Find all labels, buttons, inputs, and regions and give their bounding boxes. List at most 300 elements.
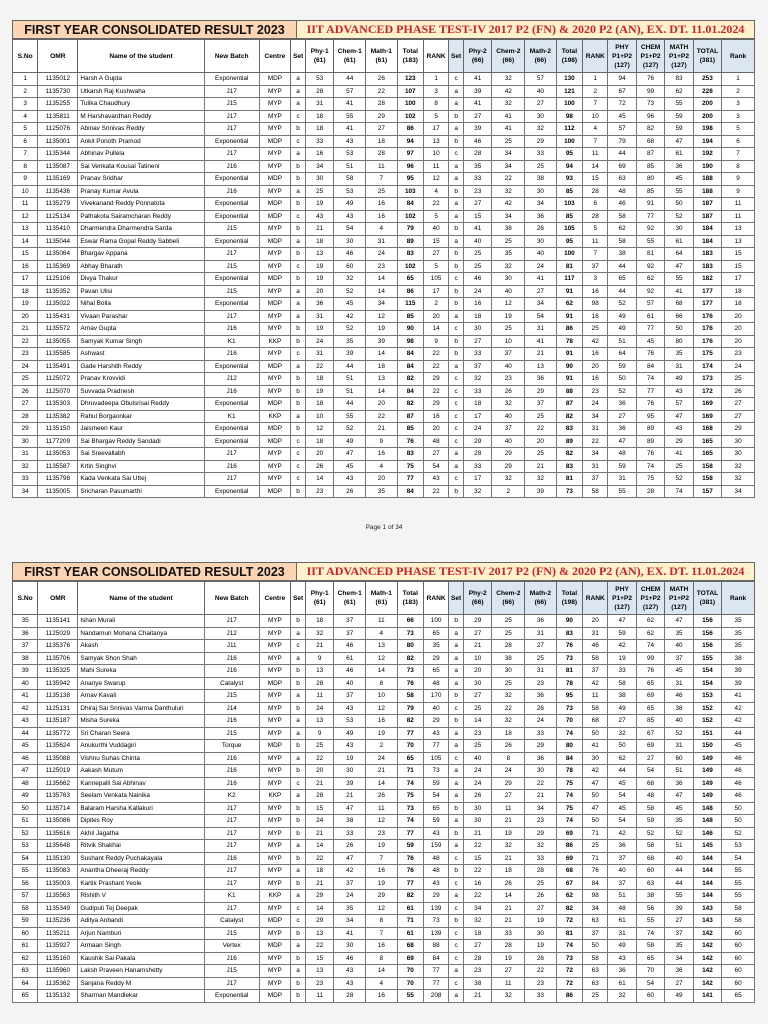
cell-student-name: Vishnu Suhas Chinta — [78, 752, 204, 765]
cell-rank-1: 5 — [423, 110, 448, 123]
cell-batch: Torque — [204, 740, 259, 753]
cell-sno: 18 — [13, 285, 38, 298]
cell-final-rank: 5 — [722, 123, 755, 136]
cell-omr: 1135431 — [38, 310, 78, 323]
cell-grand-total: 175 — [693, 348, 721, 361]
cell-sno: 20 — [13, 310, 38, 323]
cell-chem-total: 77 — [636, 323, 664, 336]
cell-set-2: b — [449, 827, 464, 840]
cell-rank-2: 10 — [583, 110, 608, 123]
cell-centre: MDP — [259, 435, 291, 448]
cell-phy-total: 45 — [608, 777, 636, 790]
cell-phy-total: 48 — [608, 902, 636, 915]
cell-set-2: a — [449, 160, 464, 173]
cell-phy-total: 19 — [608, 652, 636, 665]
cell-phy-total: 45 — [608, 802, 636, 815]
cell-math-2: 33 — [525, 990, 557, 1003]
cell-total-2: 84 — [556, 752, 582, 765]
cell-rank-2: 28 — [583, 210, 608, 223]
cell-math-1: 16 — [366, 198, 398, 211]
cell-final-rank: 3 — [722, 98, 755, 111]
cell-math-1: 14 — [366, 965, 398, 978]
cell-set-1: b — [291, 373, 306, 386]
cell-phy-1: 18 — [305, 615, 333, 628]
column-header-rank-1: RANK — [423, 40, 448, 73]
cell-phy-1: 20 — [305, 765, 333, 778]
cell-phy-1: 21 — [305, 877, 333, 890]
cell-set-1: b — [291, 398, 306, 411]
cell-set-2: c — [449, 877, 464, 890]
cell-set-1: b — [291, 815, 306, 828]
cell-student-name: Kada Venkata Sai Uttej — [78, 473, 204, 486]
cell-set-2: b — [449, 690, 464, 703]
cell-chem-2: 32 — [492, 260, 525, 273]
table-row — [13, 965, 755, 978]
cell-batch: J17 — [204, 802, 259, 815]
cell-chem-1: 61 — [334, 652, 366, 665]
cell-chem-1: 43 — [334, 210, 366, 223]
cell-phy-2: 41 — [464, 73, 492, 86]
cell-set-2: c — [449, 927, 464, 940]
cell-omr: 1135730 — [38, 85, 78, 98]
cell-math-total: 47 — [665, 135, 693, 148]
cell-student-name: Jaismeen Kaur — [78, 423, 204, 436]
cell-rank-2: 16 — [583, 373, 608, 386]
cell-sno: 52 — [13, 827, 38, 840]
cell-chem-1: 26 — [334, 485, 366, 498]
cell-centre: MYP — [259, 260, 291, 273]
cell-centre: MYP — [259, 765, 291, 778]
cell-math-total: 46 — [665, 690, 693, 703]
cell-math-1: 8 — [366, 915, 398, 928]
table-row — [13, 940, 755, 953]
column-header-student-name: Name of the student — [78, 582, 204, 615]
cell-math-2: 29 — [525, 385, 557, 398]
cell-math-total: 36 — [665, 777, 693, 790]
cell-phy-1: 18 — [305, 373, 333, 386]
cell-phy-1: 21 — [305, 777, 333, 790]
cell-final-rank: 25 — [722, 373, 755, 386]
cell-set-1: a — [291, 185, 306, 198]
table-row — [13, 73, 755, 86]
cell-chem-total: 92 — [636, 285, 664, 298]
cell-final-rank: 2 — [722, 85, 755, 98]
cell-phy-total: 57 — [608, 123, 636, 136]
cell-math-total: 31 — [665, 740, 693, 753]
cell-chem-total: 95 — [636, 410, 664, 423]
cell-grand-total: 188 — [693, 173, 721, 186]
cell-chem-2: 37 — [492, 423, 525, 436]
cell-total-2: 91 — [556, 348, 582, 361]
cell-total-1: 76 — [397, 865, 423, 878]
cell-math-1: 22 — [366, 410, 398, 423]
cell-set-2: b — [449, 485, 464, 498]
table-header-row — [13, 582, 755, 615]
cell-math-2: 30 — [525, 235, 557, 248]
cell-chem-2: 21 — [492, 852, 525, 865]
table-row — [13, 927, 755, 940]
cell-total-2: 100 — [556, 98, 582, 111]
cell-total-1: 95 — [397, 173, 423, 186]
cell-total-1: 77 — [397, 473, 423, 486]
cell-math-2: 25 — [525, 160, 557, 173]
cell-rank-2: 28 — [583, 185, 608, 198]
cell-grand-total: 187 — [693, 210, 721, 223]
cell-batch: K1 — [204, 890, 259, 903]
column-header-final-rank: Rank — [722, 582, 755, 615]
cell-set-1: b — [291, 927, 306, 940]
cell-math-2: 22 — [525, 965, 557, 978]
cell-total-2: 69 — [556, 827, 582, 840]
cell-total-2: 72 — [556, 977, 582, 990]
cell-chem-total: 60 — [636, 990, 664, 1003]
cell-omr: 1135169 — [38, 173, 78, 186]
cell-math-2: 32 — [525, 473, 557, 486]
cell-chem-2: 32 — [492, 73, 525, 86]
cell-phy-total: 58 — [608, 210, 636, 223]
cell-math-1: 14 — [366, 385, 398, 398]
cell-centre: MYP — [259, 752, 291, 765]
cell-set-2: c — [449, 702, 464, 715]
cell-chem-total: 74 — [636, 460, 664, 473]
cell-total-1: 69 — [397, 952, 423, 965]
cell-set-1: c — [291, 260, 306, 273]
cell-sno: 3 — [13, 98, 38, 111]
column-header-total-2: Total (198) — [556, 582, 582, 615]
cell-chem-1: 41 — [334, 98, 366, 111]
cell-grand-total: 144 — [693, 852, 721, 865]
cell-sno: 64 — [13, 977, 38, 990]
cell-total-1: 96 — [397, 160, 423, 173]
cell-phy-2: 41 — [464, 223, 492, 236]
cell-phy-1: 22 — [305, 752, 333, 765]
cell-total-1: 82 — [397, 398, 423, 411]
cell-phy-1: 22 — [305, 940, 333, 953]
report-title: FIRST YEAR CONSOLIDATED RESULT 2023 — [12, 20, 296, 39]
cell-rank-2: 58 — [583, 702, 608, 715]
table-row — [13, 715, 755, 728]
cell-omr: 1135344 — [38, 148, 78, 161]
cell-student-name: Vivaan Parashar — [78, 310, 204, 323]
cell-final-rank: 42 — [722, 715, 755, 728]
cell-set-2: c — [449, 373, 464, 386]
cell-centre: MYP — [259, 815, 291, 828]
cell-set-2: b — [449, 335, 464, 348]
cell-phy-2: 25 — [464, 702, 492, 715]
cell-math-total: 55 — [665, 185, 693, 198]
cell-total-2: 117 — [556, 273, 582, 286]
cell-chem-1: 30 — [334, 765, 366, 778]
cell-total-2: 78 — [556, 677, 582, 690]
cell-chem-1: 35 — [334, 902, 366, 915]
cell-total-2: 103 — [556, 198, 582, 211]
cell-set-2: a — [449, 677, 464, 690]
cell-set-1: c — [291, 110, 306, 123]
cell-phy-total: 45 — [608, 110, 636, 123]
column-header-math-1: Math-1 (61) — [366, 582, 398, 615]
cell-centre: MYP — [259, 223, 291, 236]
cell-phy-2: 27 — [464, 690, 492, 703]
cell-math-total: 57 — [665, 398, 693, 411]
table-row — [13, 690, 755, 703]
cell-batch: J17 — [204, 85, 259, 98]
cell-math-total: 83 — [665, 73, 693, 86]
cell-rank-2: 98 — [583, 890, 608, 903]
cell-math-total: 35 — [665, 940, 693, 953]
cell-rank-2: 11 — [583, 690, 608, 703]
cell-total-2: 94 — [556, 160, 582, 173]
cell-rank-2: 7 — [583, 248, 608, 261]
cell-math-1: 9 — [366, 435, 398, 448]
cell-phy-1: 13 — [305, 927, 333, 940]
cell-omr: 1135616 — [38, 827, 78, 840]
cell-final-rank: 53 — [722, 840, 755, 853]
cell-omr: 1125029 — [38, 627, 78, 640]
cell-phy-2: 46 — [464, 135, 492, 148]
cell-total-1: 102 — [397, 260, 423, 273]
cell-total-1: 58 — [397, 690, 423, 703]
cell-total-1: 89 — [397, 235, 423, 248]
cell-sno: 51 — [13, 815, 38, 828]
cell-total-1: 82 — [397, 373, 423, 386]
column-header-sno: S.No — [13, 40, 38, 73]
cell-chem-2: 14 — [492, 890, 525, 903]
cell-rank-2: 2 — [583, 85, 608, 98]
cell-rank-2: 16 — [583, 310, 608, 323]
cell-set-1: a — [291, 940, 306, 953]
cell-rank-2: 15 — [583, 173, 608, 186]
cell-math-1: 31 — [366, 235, 398, 248]
cell-set-2: b — [449, 298, 464, 311]
cell-chem-2: 11 — [492, 977, 525, 990]
cell-math-2: 21 — [525, 348, 557, 361]
cell-chem-1: 30 — [334, 235, 366, 248]
cell-math-1: 20 — [366, 398, 398, 411]
table-row — [13, 615, 755, 628]
cell-rank-2: 47 — [583, 802, 608, 815]
cell-final-rank: 27 — [722, 398, 755, 411]
cell-final-rank: 24 — [722, 360, 755, 373]
cell-rank-2: 31 — [583, 423, 608, 436]
cell-rank-1: 5 — [423, 260, 448, 273]
cell-math-total: 45 — [665, 173, 693, 186]
cell-total-1: 82 — [397, 715, 423, 728]
cell-chem-total: 55 — [636, 235, 664, 248]
cell-rank-2: 58 — [583, 485, 608, 498]
cell-chem-1: 35 — [334, 335, 366, 348]
column-header-set-1: Set — [291, 582, 306, 615]
cell-omr: 1135141 — [38, 615, 78, 628]
cell-total-2: 91 — [556, 373, 582, 386]
table-header-row — [13, 40, 755, 73]
cell-set-2: c — [449, 398, 464, 411]
cell-set-1: b — [291, 677, 306, 690]
cell-math-total: 37 — [665, 652, 693, 665]
cell-total-2: 130 — [556, 73, 582, 86]
cell-math-2: 19 — [525, 915, 557, 928]
report-title: FIRST YEAR CONSOLIDATED RESULT 2023 — [12, 562, 296, 581]
cell-total-1: 83 — [397, 448, 423, 461]
cell-phy-total: 50 — [608, 373, 636, 386]
cell-rank-1: 208 — [423, 990, 448, 1003]
cell-rank-2: 41 — [583, 740, 608, 753]
cell-rank-1: 73 — [423, 765, 448, 778]
cell-phy-total: 44 — [608, 285, 636, 298]
cell-set-1: c — [291, 448, 306, 461]
cell-omr: 1135012 — [38, 73, 78, 86]
cell-rank-2: 42 — [583, 335, 608, 348]
cell-batch: Exponential — [204, 990, 259, 1003]
cell-math-total: 43 — [665, 385, 693, 398]
cell-phy-1: 24 — [305, 702, 333, 715]
cell-math-total: 44 — [665, 877, 693, 890]
cell-chem-total: 75 — [636, 473, 664, 486]
cell-phy-total: 64 — [608, 348, 636, 361]
cell-batch: J17 — [204, 473, 259, 486]
cell-omr: 1135044 — [38, 235, 78, 248]
cell-omr: 1135772 — [38, 727, 78, 740]
cell-sno: 39 — [13, 665, 38, 678]
cell-math-1: 12 — [366, 652, 398, 665]
cell-chem-2: 18 — [492, 727, 525, 740]
cell-chem-total: 85 — [636, 160, 664, 173]
cell-centre: MYP — [259, 802, 291, 815]
table-row — [13, 310, 755, 323]
cell-grand-total: 200 — [693, 98, 721, 111]
cell-phy-2: 25 — [464, 248, 492, 261]
cell-batch: J16 — [204, 160, 259, 173]
cell-sno: 36 — [13, 627, 38, 640]
cell-math-1: 16 — [366, 940, 398, 953]
cell-centre: MYP — [259, 110, 291, 123]
cell-math-total: 55 — [665, 98, 693, 111]
cell-rank-1: 59 — [423, 777, 448, 790]
cell-sno: 12 — [13, 210, 38, 223]
cell-math-1: 23 — [366, 827, 398, 840]
cell-set-1: b — [291, 852, 306, 865]
cell-sno: 50 — [13, 802, 38, 815]
cell-phy-2: 22 — [464, 890, 492, 903]
cell-rank-1: 88 — [423, 940, 448, 953]
cell-chem-2: 40 — [492, 410, 525, 423]
cell-total-2: 74 — [556, 727, 582, 740]
cell-math-1: 35 — [366, 485, 398, 498]
cell-grand-total: 184 — [693, 223, 721, 236]
cell-sno: 11 — [13, 198, 38, 211]
cell-total-1: 77 — [397, 727, 423, 740]
cell-total-1: 107 — [397, 85, 423, 98]
cell-total-2: 95 — [556, 148, 582, 161]
cell-rank-2: 14 — [583, 160, 608, 173]
cell-chem-1: 45 — [334, 460, 366, 473]
cell-batch: Exponential — [204, 235, 259, 248]
column-header-math-total: MATH P1+P2 (127) — [665, 40, 693, 73]
cell-chem-1: 51 — [334, 373, 366, 386]
cell-math-2: 36 — [525, 690, 557, 703]
cell-set-2: a — [449, 98, 464, 111]
cell-chem-1: 52 — [334, 323, 366, 336]
cell-total-1: 76 — [397, 677, 423, 690]
table-row — [13, 790, 755, 803]
cell-math-1: 14 — [366, 777, 398, 790]
cell-grand-total: 174 — [693, 360, 721, 373]
table-row — [13, 423, 755, 436]
cell-rank-2: 46 — [583, 640, 608, 653]
cell-math-total: 51 — [665, 840, 693, 853]
cell-batch: J14 — [204, 702, 259, 715]
cell-math-2: 34 — [525, 298, 557, 311]
cell-math-2: 25 — [525, 448, 557, 461]
cell-batch: Exponential — [204, 273, 259, 286]
cell-math-2: 21 — [525, 460, 557, 473]
cell-sno: 47 — [13, 765, 38, 778]
cell-total-2: 75 — [556, 777, 582, 790]
cell-rank-2: 7 — [583, 135, 608, 148]
cell-grand-total: 142 — [693, 952, 721, 965]
cell-phy-2: 32 — [464, 373, 492, 386]
cell-final-rank: 30 — [722, 448, 755, 461]
cell-math-1: 16 — [366, 715, 398, 728]
cell-student-name: Aakash Mutum — [78, 765, 204, 778]
cell-set-2: c — [449, 752, 464, 765]
cell-grand-total: 142 — [693, 977, 721, 990]
cell-total-1: 84 — [397, 348, 423, 361]
cell-centre: KKP — [259, 410, 291, 423]
cell-phy-total: 62 — [608, 223, 636, 236]
cell-batch: Exponential — [204, 360, 259, 373]
cell-phy-1: 20 — [305, 285, 333, 298]
table-row — [13, 802, 755, 815]
cell-total-2: 82 — [556, 448, 582, 461]
cell-phy-1: 14 — [305, 902, 333, 915]
cell-set-2: a — [449, 448, 464, 461]
cell-rank-2: 37 — [583, 665, 608, 678]
cell-final-rank: 60 — [722, 940, 755, 953]
cell-grand-total: 200 — [693, 110, 721, 123]
cell-centre: MDP — [259, 740, 291, 753]
cell-sno: 61 — [13, 940, 38, 953]
cell-omr: 1135279 — [38, 198, 78, 211]
cell-total-1: 87 — [397, 410, 423, 423]
cell-chem-1: 46 — [334, 952, 366, 965]
cell-chem-total: 92 — [636, 223, 664, 236]
cell-final-rank: 35 — [722, 615, 755, 628]
cell-chem-total: 68 — [636, 852, 664, 865]
table-row — [13, 665, 755, 678]
cell-phy-total: 40 — [608, 865, 636, 878]
cell-total-2: 91 — [556, 310, 582, 323]
table-row — [13, 110, 755, 123]
cell-omr: 1135130 — [38, 852, 78, 865]
cell-final-rank: 46 — [722, 777, 755, 790]
cell-centre: MYP — [259, 715, 291, 728]
cell-set-2: b — [449, 865, 464, 878]
cell-final-rank: 55 — [722, 877, 755, 890]
cell-math-1: 24 — [366, 752, 398, 765]
cell-set-2: c — [449, 852, 464, 865]
cell-phy-total: 36 — [608, 965, 636, 978]
cell-batch: J17 — [204, 977, 259, 990]
cell-chem-2: 19 — [492, 827, 525, 840]
cell-grand-total: 144 — [693, 877, 721, 890]
cell-batch: Exponential — [204, 73, 259, 86]
cell-phy-2: 28 — [464, 448, 492, 461]
cell-total-2: 112 — [556, 123, 582, 136]
cell-sno: 63 — [13, 965, 38, 978]
cell-set-1: b — [291, 615, 306, 628]
cell-math-1: 34 — [366, 298, 398, 311]
cell-batch: Exponential — [204, 298, 259, 311]
